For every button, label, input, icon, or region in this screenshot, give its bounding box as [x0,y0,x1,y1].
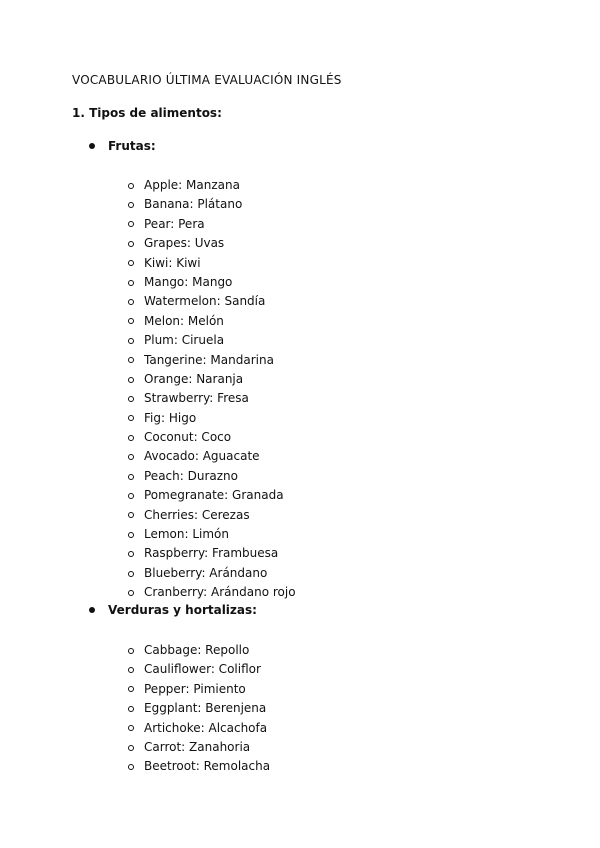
bullet-dot-icon [89,143,95,149]
list-item [128,292,296,311]
list-item-text: Apple: Manzana [144,178,240,192]
list-item [128,583,296,602]
list-item [128,544,296,563]
list-item [128,273,296,292]
circle-bullet-icon [128,725,134,731]
bullet-frutas [89,139,156,153]
list-item [128,254,296,273]
circle-bullet-icon [128,493,134,499]
list-item [128,719,270,738]
list-item [128,312,296,331]
circle-bullet-icon [128,706,134,712]
frutas-list [128,176,296,603]
circle-bullet-icon [128,590,134,596]
document-title: VOCABULARIO ÚLTIMA EVALUACIÓN INGLÉS [72,73,342,87]
list-item [128,409,296,428]
list-item-text: Coconut: Coco [144,430,232,445]
list-item-text: Eggplant: Berenjena [144,701,267,716]
frutas-label: Frutas: [108,139,156,153]
bullet-verduras [89,603,257,617]
list-item-text: Pomegranate: Granada [144,488,284,503]
list-item [128,195,296,214]
list-item-text: Mango: Mango [144,274,233,289]
circle-bullet-icon [128,241,134,247]
list-item [128,680,270,699]
circle-bullet-icon [128,299,134,305]
list-item-text: Raspberry: Frambuesa [144,546,279,561]
list-item-text: Cabbage: Repollo [144,643,250,657]
list-item-text: Cranberry: Arándano rojo [144,585,296,600]
circle-bullet-icon [128,686,134,692]
list-item-text: Melon: Melón [144,313,224,328]
list-item [128,215,296,234]
list-item-text: Fig: Higo [144,410,197,425]
list-item-text: Avocado: Aguacate [144,449,260,464]
list-item [128,467,296,486]
list-item-text: Strawberry: Fresa [144,391,249,406]
list-item [128,331,296,350]
circle-bullet-icon [128,280,134,286]
list-item-text: Watermelon: Sandía [144,294,266,309]
list-item [128,738,270,757]
list-item-text: Carrot: Zanahoria [144,739,251,754]
circle-bullet-icon [128,377,134,383]
list-item [128,660,270,679]
circle-bullet-icon [128,648,134,654]
verduras-label: Verduras y hortalizas: [108,603,257,617]
list-item [128,699,270,718]
list-item [128,525,296,544]
list-item [128,506,296,525]
circle-bullet-icon [128,532,134,538]
list-item [128,428,296,447]
circle-bullet-icon [128,396,134,402]
list-item-text: Cauliflower: Coliflor [144,662,261,677]
list-item [128,234,296,253]
circle-bullet-icon [128,745,134,751]
verduras-list [128,641,270,777]
list-item [128,486,296,505]
circle-bullet-icon [128,338,134,344]
list-item-text: Pear: Pera [144,216,205,231]
list-item [128,176,296,195]
circle-bullet-icon [128,415,134,421]
circle-bullet-icon [128,183,134,189]
list-item-text: Beetroot: Remolacha [144,759,271,774]
list-item-text: Orange: Naranja [144,371,244,386]
list-item [128,564,296,583]
list-item-text: Peach: Durazno [144,468,238,483]
circle-bullet-icon [128,512,134,518]
list-item-text: Cherries: Cerezas [144,507,250,522]
list-item [128,641,270,660]
list-item-text: Kiwi: Kiwi [144,255,201,270]
bullet-dot-icon [89,607,95,613]
list-item-text: Blueberry: Arándano [144,565,268,580]
list-item-text: Plum: Ciruela [144,333,225,348]
circle-bullet-icon [128,667,134,673]
circle-bullet-icon [128,571,134,577]
circle-bullet-icon [128,764,134,770]
list-item [128,447,296,466]
list-item [128,757,270,776]
list-item-text: Tangerine: Mandarina [144,352,274,367]
list-item [128,351,296,370]
list-item-text: Pepper: Pimiento [144,681,246,696]
list-item-text: Artichoke: Alcachofa [144,720,268,735]
circle-bullet-icon [128,221,134,227]
circle-bullet-icon [128,202,134,208]
section-heading: 1. Tipos de alimentos: [72,106,222,120]
circle-bullet-icon [128,551,134,557]
circle-bullet-icon [128,435,134,441]
list-item-text: Banana: Plátano [144,197,243,212]
circle-bullet-icon [128,357,134,363]
circle-bullet-icon [128,454,134,460]
circle-bullet-icon [128,474,134,480]
circle-bullet-icon [128,260,134,266]
list-item-text: Grapes: Uvas [144,236,225,251]
list-item [128,370,296,389]
list-item [128,389,296,408]
list-item-text: Lemon: Limón [144,527,230,542]
circle-bullet-icon [128,318,134,324]
